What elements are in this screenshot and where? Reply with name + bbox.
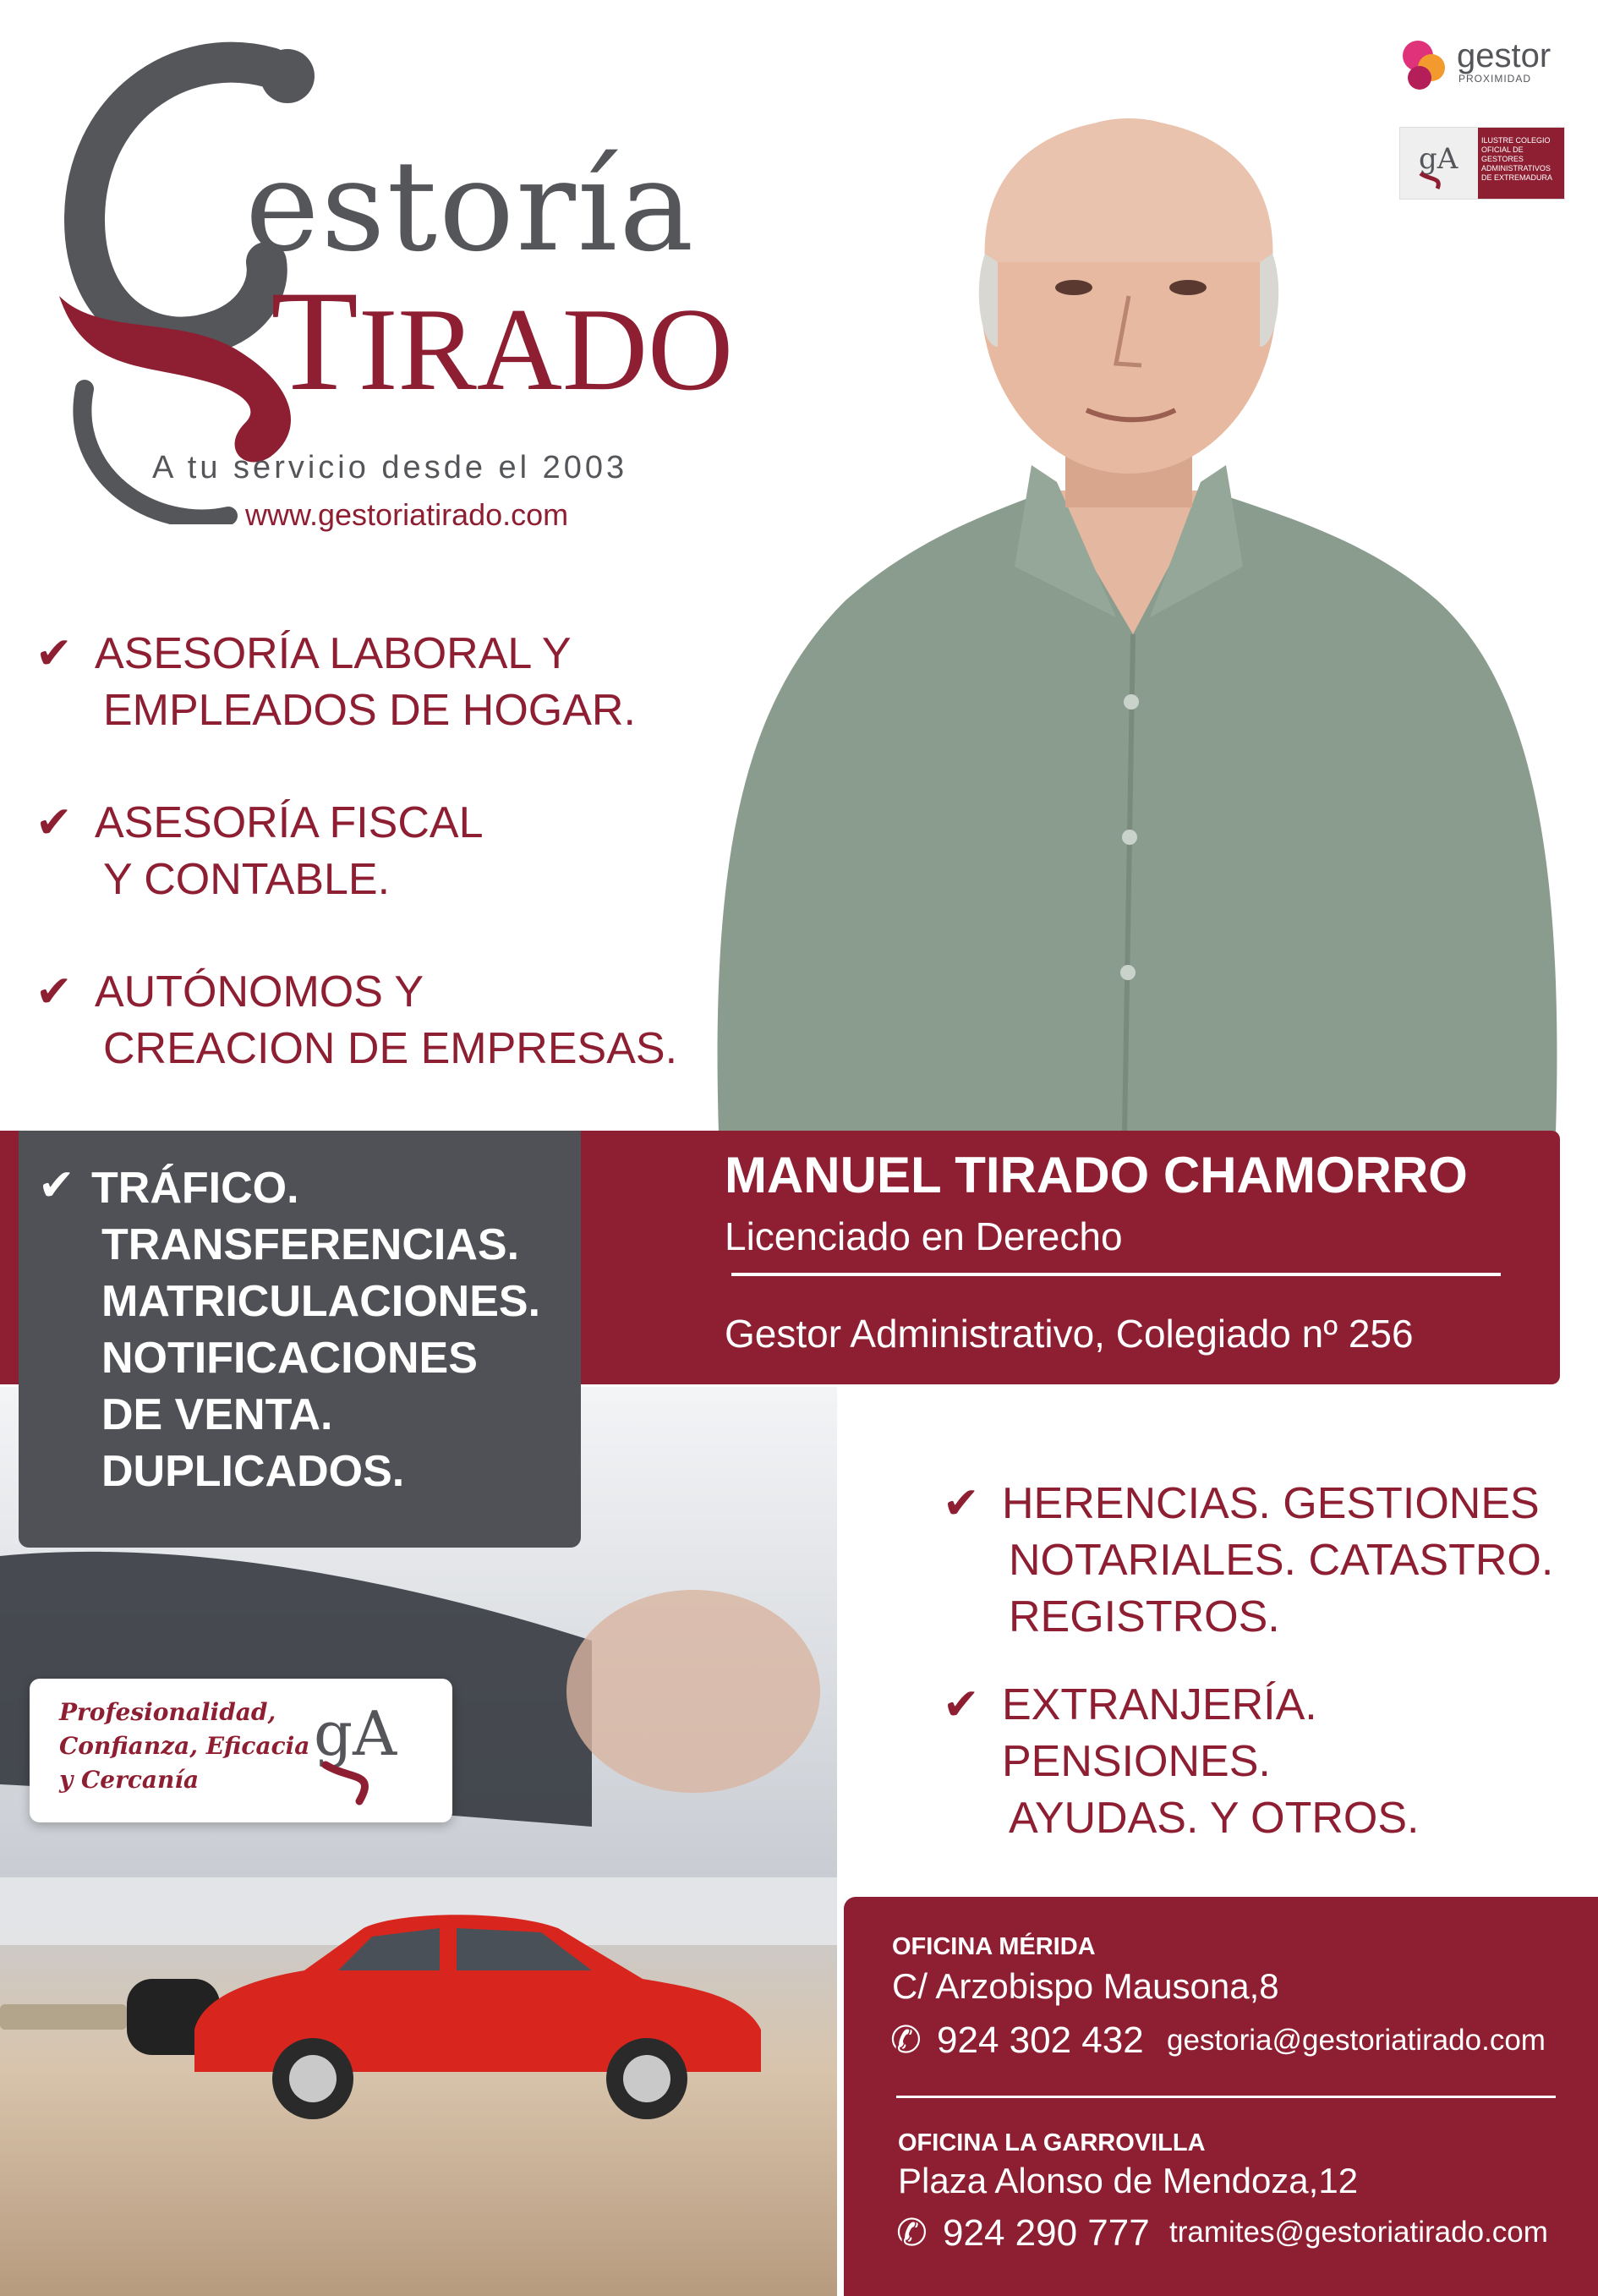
office-name: OFICINA MÉRIDA	[892, 1933, 1096, 1960]
service-line: AYUDAS. Y OTROS.	[1009, 1794, 1420, 1843]
check-icon: ✔	[36, 629, 73, 678]
service-line: ASESORÍA LABORAL Y	[95, 629, 572, 678]
trafico-line: TRÁFICO.	[91, 1164, 299, 1213]
office-email[interactable]: gestoria@gestoriatirado.com	[1167, 2024, 1546, 2057]
slogan-text	[59, 1696, 309, 1797]
svg-text:gA: gA	[1419, 142, 1458, 176]
trafico-line: DUPLICADOS.	[101, 1447, 405, 1496]
trafico-line: NOTIFICACIONES	[101, 1334, 478, 1383]
trafico-line: TRANSFERENCIAS.	[101, 1220, 520, 1269]
service-line: REGISTROS.	[1009, 1592, 1280, 1641]
logo-word-tirado	[271, 261, 734, 420]
service-item-autonomos	[36, 964, 678, 1077]
office-address: Plaza Alonso de Mendoza,12	[898, 2161, 1359, 2200]
check-icon: ✔	[943, 1479, 980, 1528]
person-name: MANUEL TIRADO CHAMORRO	[725, 1147, 1468, 1203]
slogan-line: Confianza, Eficacia	[59, 1732, 310, 1760]
service-item-herencias	[943, 1476, 1554, 1646]
person-role: Gestor Administrativo, Colegiado nº 256	[725, 1312, 1414, 1356]
office-name: OFICINA LA GARROVILLA	[898, 2129, 1206, 2156]
service-line: CREACION DE EMPRESAS.	[103, 1024, 678, 1073]
trafico-line: DE VENTA.	[101, 1390, 333, 1439]
service-line: HERENCIAS. GESTIONES	[1002, 1479, 1540, 1528]
service-line: Y CONTABLE.	[103, 855, 391, 904]
service-item-fiscal	[36, 795, 484, 908]
phone-icon: ✆	[896, 2212, 928, 2254]
service-line: AUTÓNOMOS Y	[95, 967, 424, 1016]
logo-tirado-initial: T	[271, 261, 358, 420]
check-icon: ✔	[36, 967, 73, 1016]
logo-word-estoria: estoría	[245, 134, 696, 279]
office-email[interactable]: tramites@gestoriatirado.com	[1169, 2216, 1548, 2249]
check-icon: ✔	[36, 798, 73, 847]
slogan-line: Profesionalidad,	[59, 1698, 276, 1726]
divider	[896, 2096, 1556, 2098]
colegio-text: ILUSTRE COLEGIO OFICIAL DE GESTORES ADMINISTRATIVOS DE EXTREMADURA	[1478, 128, 1564, 199]
office-phone[interactable]: 924 302 432	[937, 2019, 1144, 2061]
person-degree: Licenciado en Derecho	[725, 1214, 1123, 1258]
logo-tagline: A tu servicio desde el 2003	[152, 450, 628, 485]
check-icon: ✔	[943, 1680, 980, 1729]
check-icon: ✔	[38, 1161, 75, 1210]
service-line: EMPLEADOS DE HOGAR.	[103, 686, 636, 735]
svg-text:gA: gA	[314, 1698, 397, 1769]
person-photo	[693, 93, 1590, 1133]
trafico-line: MATRICULACIONES.	[101, 1277, 541, 1326]
service-item-laboral	[36, 626, 636, 739]
service-line: NOTARIALES. CATASTRO.	[1009, 1536, 1554, 1585]
gestor-badge-sub: PROXIMIDAD	[1458, 73, 1532, 85]
slogan-line: y Cercanía	[59, 1766, 200, 1794]
divider	[731, 1273, 1501, 1276]
website-link[interactable]: www.gestoriatirado.com	[245, 497, 569, 532]
phone-icon: ✆	[890, 2019, 922, 2061]
office-phone[interactable]: 924 290 777	[943, 2212, 1150, 2254]
logo-tirado-rest: IRADO	[358, 284, 734, 415]
gestor-badge-label: gestor	[1457, 37, 1551, 74]
office-address: C/ Arzobispo Mausona,8	[892, 1966, 1279, 2006]
service-line: ASESORÍA FISCAL	[95, 798, 484, 847]
service-line: EXTRANJERÍA. PENSIONES.	[1002, 1680, 1317, 1786]
service-item-extranjeria	[943, 1677, 1598, 1847]
ga-mark-icon	[309, 1687, 410, 1810]
